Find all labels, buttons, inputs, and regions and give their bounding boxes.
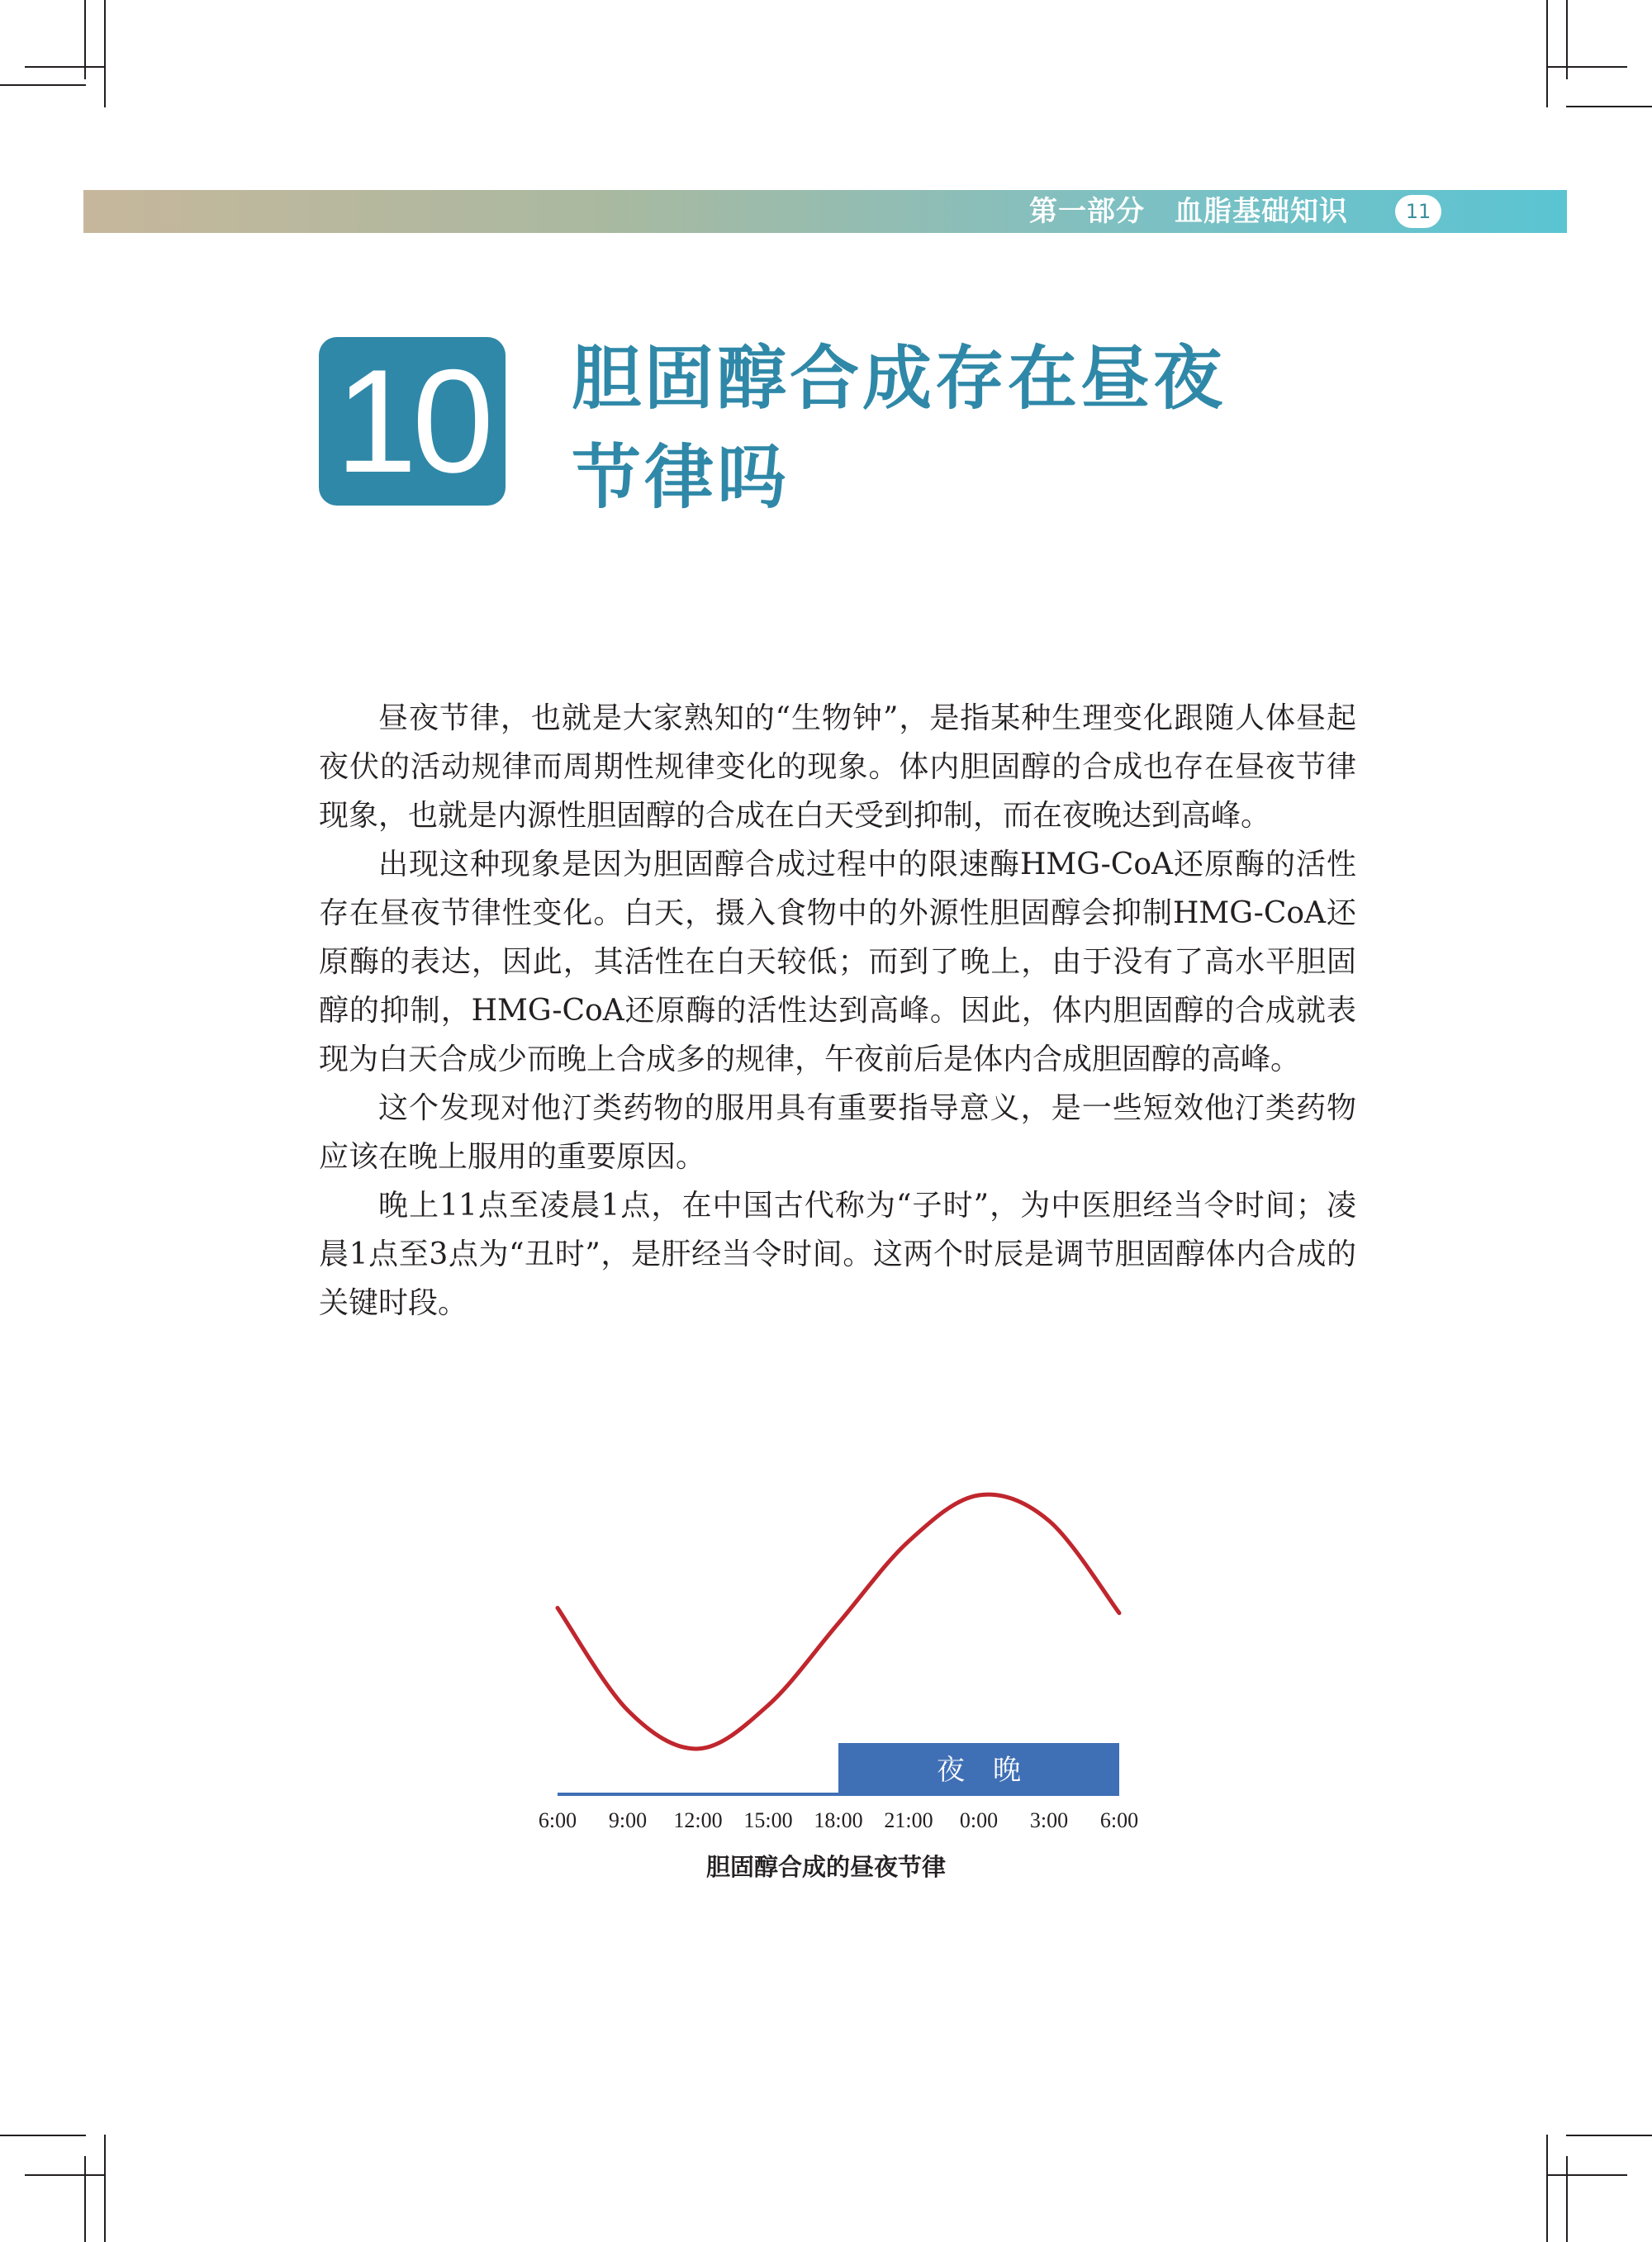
x-tick-label: 21:00 [884, 1808, 933, 1832]
chapter-title [572, 329, 1398, 527]
crop-mark [84, 2156, 86, 2242]
crop-mark [1566, 2156, 1568, 2242]
chapter-title-line-2: 节律吗 [572, 437, 790, 518]
crop-mark [84, 0, 86, 79]
chapter-number: 10 [319, 337, 506, 506]
header-section: 第一部分 [1029, 195, 1145, 228]
crop-mark [104, 2135, 106, 2242]
crop-mark [1566, 0, 1568, 79]
crop-mark [1566, 106, 1652, 107]
series-line [558, 1494, 1119, 1749]
x-tick-label: 18:00 [814, 1808, 863, 1832]
x-tick-label: 9:00 [608, 1808, 648, 1832]
figure-caption: 胆固醇合成的昼夜节律 [705, 1853, 946, 1881]
x-tick-label: 6:00 [1099, 1808, 1139, 1832]
paragraph: 昼夜节律，也就是大家熟知的“生物钟”，是指某种生理变化跟随人体昼起夜伏的活动规律而周期性规律变化的现象。体内胆固醇的合成也存在昼夜节律现象，也就是内源性胆固醇的合成在白天受到抑制，而在夜晚达到高峰。 [319, 701, 1356, 833]
crop-mark [25, 2174, 106, 2176]
x-tick-label: 15:00 [743, 1808, 793, 1832]
crop-mark [0, 84, 86, 86]
paragraph: 这个发现对他汀类药物的服用具有重要指导意义，是一些短效他汀类药物应该在晚上服用的重要原因。 [319, 1091, 1356, 1174]
header-topic: 血脂基础知识 [1175, 195, 1348, 228]
crop-mark [1546, 2174, 1627, 2176]
crop-mark [1546, 66, 1627, 68]
crop-mark [1566, 2135, 1652, 2136]
crop-mark [1546, 2135, 1548, 2242]
x-tick-label: 12:00 [673, 1808, 723, 1832]
night-label: 夜 晚 [937, 1754, 1021, 1787]
running-header-text [1029, 190, 1348, 233]
x-tick-label: 0:00 [959, 1808, 999, 1832]
chapter-title-line-1: 胆固醇合成存在昼夜 [572, 338, 1227, 419]
x-tick-label: 6:00 [538, 1808, 577, 1832]
page-number: 11 [1395, 195, 1441, 228]
crop-mark [25, 66, 106, 68]
running-header [83, 190, 1567, 233]
crop-mark [1546, 0, 1548, 107]
paragraph: 晚上11点至凌晨1点，在中国古代称为“子时”，为中医胆经当令时间；凌晨1点至3点为“丑时”，是肝经当令时间。这两个时辰是调节胆固醇体内合成的关键时段。 [319, 1189, 1356, 1320]
crop-mark [0, 2135, 86, 2136]
body-text [319, 694, 1356, 1328]
paragraph: 出现这种现象是因为胆固醇合成过程中的限速酶HMG-CoA还原酶的活性存在昼夜节律性变化。白天，摄入食物中的外源性胆固醇会抑制HMG-CoA还原酶的表达，因此，其活性在白天较低；而到了晚上，由于没有了高水平胆固醇的抑制，HMG-CoA还原酶的活性达到高峰。因此，体内胆固醇的合成就表现为白天合成少而晚上合成多的规律，午夜前后是体内合成胆固醇的高峰。 [319, 848, 1356, 1076]
x-tick-label: 3:00 [1029, 1808, 1069, 1832]
crop-mark [104, 0, 106, 107]
cholesterol-rhythm-chart [529, 1479, 1140, 1859]
